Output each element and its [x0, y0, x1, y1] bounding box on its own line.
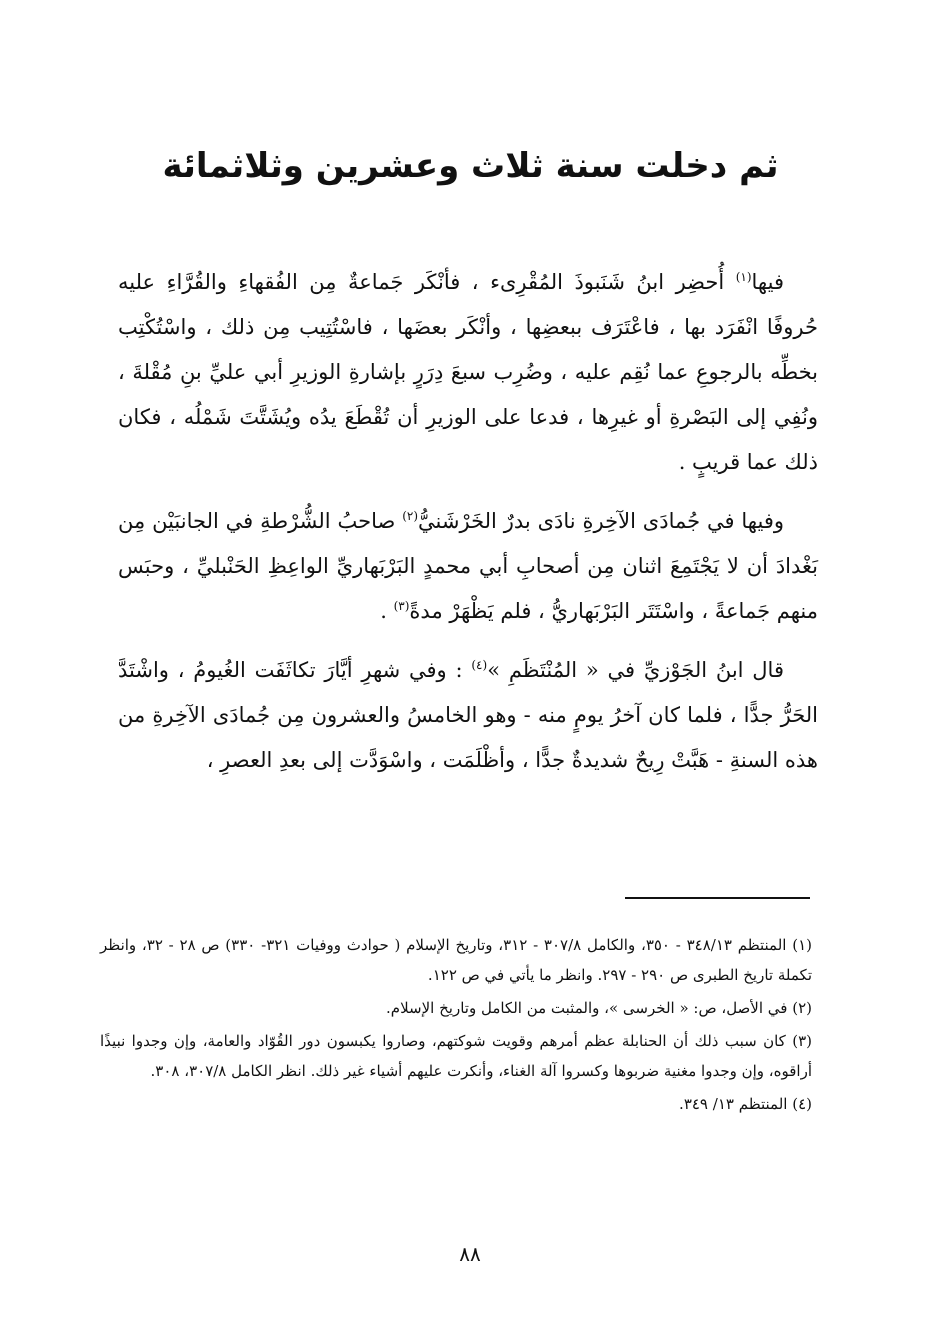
footnote-4: (٤) المنتظم ١٣/ ٣٤٩.: [679, 1095, 812, 1113]
footnotes: [100, 930, 812, 1122]
paragraph-2: [118, 499, 818, 634]
paragraph-2-body: صاحبُ الشُّرْطةِ في الجانبَيْن مِن بَغْدادَ أن لا يَجْتَمِعَ اثنان مِن أصحابِ أبي محمدٍ البَرْبَهاريِّ الواعِظِ الحَنْبليِّ ، وحبَس منهم جَماعةً ، واسْتَتَر البَرْبَهاريُّ ، فلم يَظْهَرْ مدةً: [118, 509, 818, 623]
page-number: ٨٨: [459, 1242, 481, 1266]
footnote-ref-4[interactable]: (٤): [471, 658, 488, 672]
main-text: [118, 260, 818, 797]
paragraph-3-lead: قال ابنُ الجَوْزيِّ في « المُنْتَظَمِ »: [487, 658, 784, 682]
footnote-3: (٣) كان سبب ذلك أن الحنابلة عظم أمرهم وقويت شوكتهم، وصاروا يكبسون دور القُوّاد والعامة، وإن وجدوا نبيذًا أراقوه، وإن وجدوا مغنية ضربوها وكسروا آلة الغناء، وأنكرت عليهم أشياء غير ذلك. انظر الكامل ٣٠٧/٨، ٣٠٨.: [100, 1032, 812, 1080]
footnote-1: (١) المنتظم ٣٤٨/١٣ - ٣٥٠، والكامل ٣٠٧/٨ - ٣١٢، وتاريخ الإسلام ( حوادث ووفيات ٣٢١- ٣٣٠) ص ٢٨ - ٣٢، وانظر تكملة تاريخ الطبرى ص ٢٩٠ - ٢٩٧. وانظر ما يأتي في ص ١٢٢.: [100, 936, 812, 984]
paragraph-3-body: : وفي شهرِ أيَّارَ تكاثَفَت الغُيومُ ، واشْتَدَّ الحَرُّ جدًّا ، فلما كان آخرُ يومٍ منه - وهو الخامسُ والعشرون مِن جُمادَى الآخِرةِ من هذه السنةِ - هَبَّتْ رِيحٌ شديدةٌ جدًّا ، وأظْلَمَت ، واسْوَدَّت إلى بعدِ العصرِ ،: [118, 658, 818, 772]
footnote-2: (٢) في الأصل، ص: « الخرسى »، والمثبت من الكامل وتاريخ الإسلام.: [386, 999, 812, 1017]
paragraph-1-body: أُحضِر ابنُ شَنَبوذَ المُقْرِىء ، فأنْكَر جَماعةٌ مِن الفُقهاءِ والقُرَّاءِ عليه حُروفًا انْفَرَد بها ، فاعْتَرَف ببعضِها ، وأنْكَر بعضَها ، فاسْتُتِيب مِن ذلك ، واسْتُكْتِب بخطِّه بالرجوعِ عما نُقِم عليه ، وضُرِب سبعَ دِرَرٍ بإشارةِ الوزيرِ أبي عليِّ بنِ مُقْلةَ ، ونُفِي إلى البَصْرةِ أو غيرِها ، فدعا على الوزيرِ أن تُقْطَعَ يدُه ويُشَتَّتَ شَمْلُه ، فكان ذلك عما قريبٍ .: [118, 270, 818, 474]
footnote-ref-3[interactable]: (٣): [393, 599, 410, 613]
paragraph-1-lead: فيها: [751, 270, 784, 294]
footnote-ref-2[interactable]: (٢): [402, 509, 419, 523]
footnote-divider: [625, 897, 810, 899]
paragraph-2-lead: وفيها في جُمادَى الآخِرةِ نادَى بدرٌ الخَرْشَنيُّ: [418, 509, 784, 533]
paragraph-1: [118, 260, 818, 485]
paragraph-3: [118, 648, 818, 783]
chapter-title: ثم دخلت سنة ثلاث وعشرين وثلاثمائة: [162, 146, 779, 186]
footnote-ref-1[interactable]: (١): [735, 270, 752, 284]
paragraph-2-end: .: [380, 599, 394, 623]
